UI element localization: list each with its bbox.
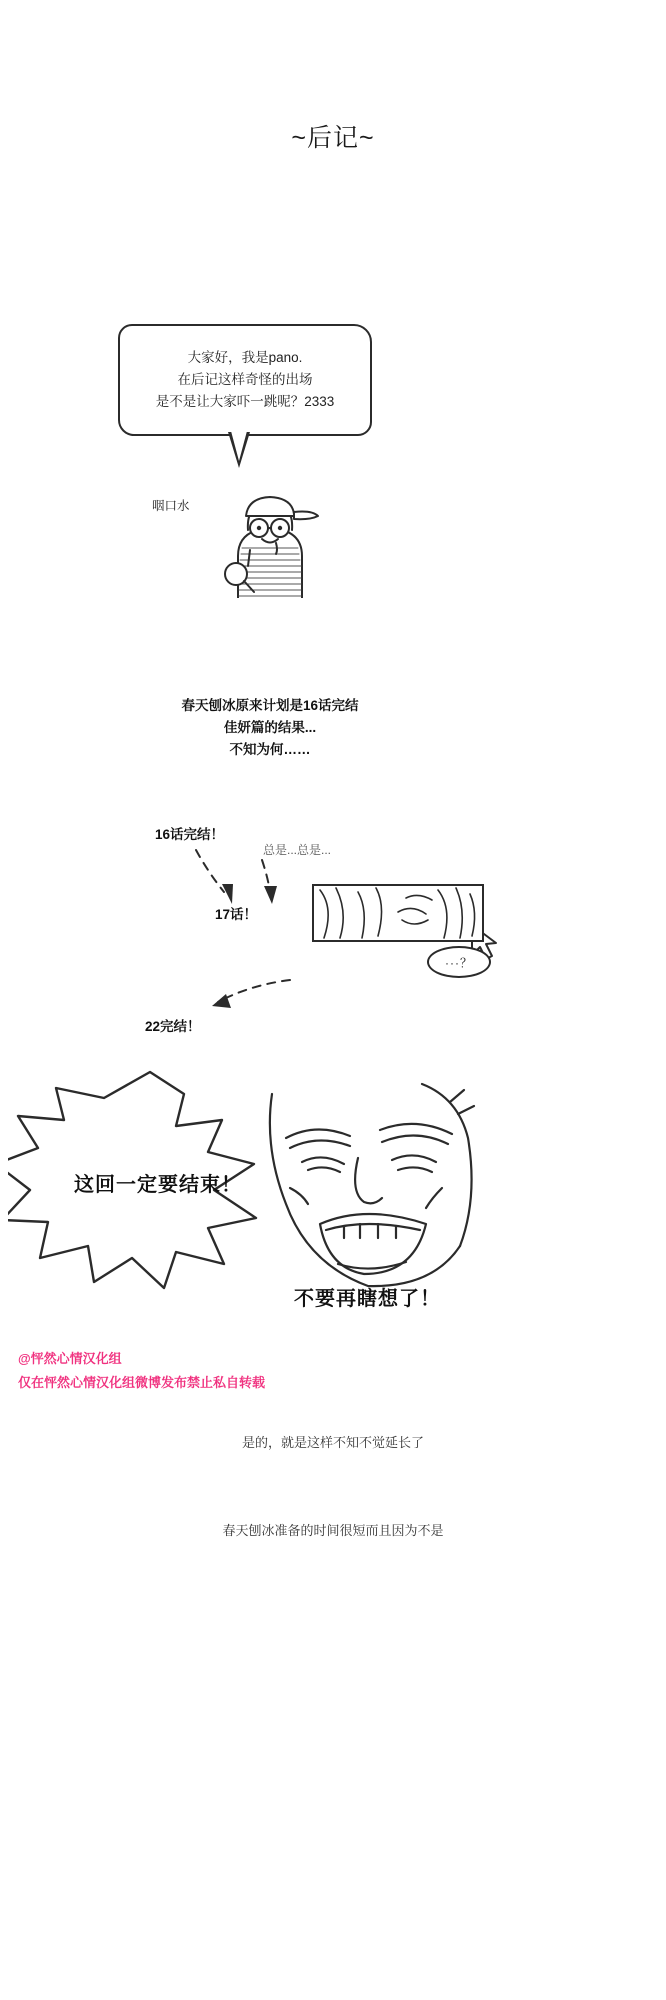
speech-bubble-intro xyxy=(118,324,372,436)
bubble-line-1: 大家好，我是pano. xyxy=(187,349,303,365)
bubble-line-3: 是不是让大家吓一跳呢？2333 xyxy=(155,394,335,410)
inset-manga-panel xyxy=(312,884,484,942)
narration-preparation: 春天刨冰准备的时间很短而且因为不是 xyxy=(222,1523,444,1538)
shout-text-stop-daydreaming: 不要再瞎想了！ xyxy=(294,1288,441,1310)
credit-group-handle: @怦然心情汉化组 xyxy=(18,1351,122,1366)
angry-face-illustration xyxy=(246,1078,484,1294)
bubble-line-2: 在后记这样奇怪的出场 xyxy=(177,371,313,387)
character-pano-illustration xyxy=(214,486,326,598)
label-16-episodes: 16话完结！ xyxy=(155,827,225,842)
narration-line-1: 春天刨冰原来计划是16话完结 xyxy=(181,698,359,713)
speech-bubble-tail xyxy=(228,432,250,468)
narration-extended: 是的，就是这样不知不觉延长了 xyxy=(241,1435,424,1450)
narration-line-2: 佳妍篇的结果... xyxy=(223,719,317,735)
label-22-episodes: 22完结！ xyxy=(145,1019,201,1034)
label-always: 总是...总是... xyxy=(263,843,332,857)
speech-bubble-text xyxy=(118,324,372,436)
label-17-episodes: 17话！ xyxy=(215,907,258,922)
dots-bubble-text: ···？ xyxy=(445,955,473,970)
credit-distribution-notice: 仅在怦然心情汉化组微博发布禁止私自转载 xyxy=(18,1375,266,1390)
drool-label: 咽口水 xyxy=(152,499,190,513)
narration-plan xyxy=(120,695,420,761)
dots-speech-bubble xyxy=(427,946,491,978)
page-title: ~后记~ xyxy=(291,124,375,152)
shout-bubble-text: 这回一定要结束！ xyxy=(74,1174,242,1196)
narration-line-3: 不知为何…… xyxy=(229,741,311,757)
